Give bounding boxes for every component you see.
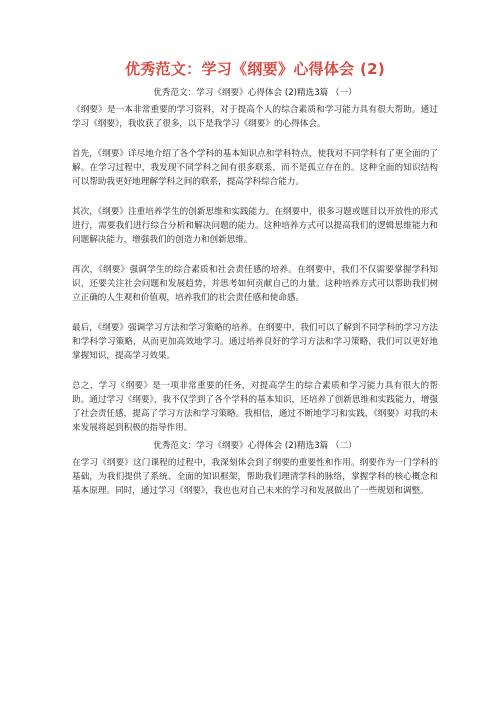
section-1 — [72, 86, 438, 435]
section-2 — [72, 439, 438, 498]
section-heading: 优秀范文：学习《纲要》心得体会 (2)精选3篇 （二） — [153, 441, 357, 451]
paragraph: 在学习《纲要》这门课程的过程中，我深刻体会到了纲要的重要性和作用。纲要作为一门学科的基础，为我们提供了系统、全面的知识框架，帮助我们理清学科的脉络，掌握学科的核心概念和基本原理。同时，通过学习《纲要》，我也也对自己未来的学习和发展做出了一些规划和调整。 — [72, 458, 438, 496]
paragraph: 《纲要》是一本非常重要的学习资料，对于提高个人的综合素质和学习能力具有很大帮助。通过学习《纲要》，我收获了很多，以下是我学习《纲要》的心得体会。 — [72, 105, 438, 129]
section-heading: 优秀范文：学习《纲要》心得体会 (2)精选3篇 （一） — [153, 88, 357, 98]
paragraph: 首先，《纲要》详尽地介绍了各个学科的基本知识点和学科特点，使我对不同学科有了更全面的了解。在学习过程中，我发现不同学科之间有很多联系，而不是孤立存在的。这种全面的知识结构可以帮助我更好地理解学科之间的联系，提高学科综合能力。 — [72, 149, 438, 187]
paragraph: 最后，《纲要》强调学习方法和学习策略的培养。在纲要中，我们可以了解到不同学科的学习方法和学科学习策略，从而更加高效地学习。通过培养良好的学习方法和学习策略，我们可以更好地掌握知识，提高学习效果。 — [72, 323, 438, 361]
paragraph: 其次，《纲要》注重培养学生的创新思维和实践能力。在纲要中，很多习题或题目以开放性的形式进行，需要我们进行综合分析和解决问题的能力。这种培养方式可以提高我们的逻辑思维能力和问题解决能力，增强我们的创造力和创新思维。 — [72, 207, 438, 245]
paragraph: 总之，学习《纲要》是一项非常重要的任务，对提高学生的综合素质和学习能力具有很大的帮助。通过学习《纲要》，我不仅学到了各个学科的基本知识，还培养了创新思维和实践能力，增强了社会责任感，提高了学习方法和学习策略。我相信，通过不断地学习和实践，《纲要》对我的未来发展将起到积极的指导作用。 — [72, 381, 438, 433]
paragraph: 再次，《纲要》强调学生的综合素质和社会责任感的培养。在纲要中，我们不仅需要掌握学科知识，还要关注社会问题和发展趋势，并思考如何贡献自己的力量。这种培养方式可以帮助我们树立正确的人生观和价值观，培养我们的社会责任感和使命感。 — [72, 265, 438, 303]
document-title: 优秀范文：学习《纲要》心得体会 (2) — [124, 60, 386, 78]
